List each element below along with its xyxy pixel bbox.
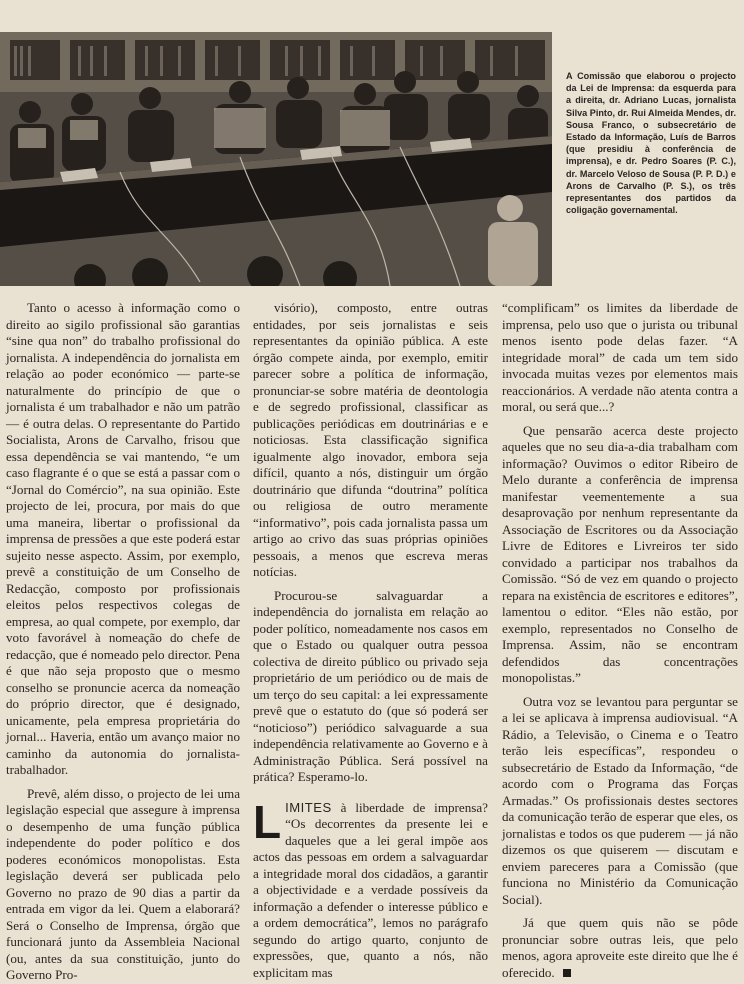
photo-press-conference-icon bbox=[0, 32, 552, 286]
article-paragraph-text: Já que quem quis não se pôde pronunciar sobre outras leis, que pelo menos, agora aproveite este direito que lhe é oferecido. bbox=[502, 915, 738, 980]
drop-cap: L bbox=[253, 795, 282, 848]
article-paragraph: Tanto o acesso à informação como o direito ao sigilo profissional são garantias “sine qua non” do trabalho profissional do jornalista. A independência do jornalista em relação ao poder económico — parte-se naturalmente do princípio de que o jornalista é um trabalhador e não um patrão — é outra delas. O representante do Partido Socialista, Arons de Carvalho, frisou que essa dependência se vai mantendo, “e um caso flagrante é o que se está a passar com o “Jornal do Comércio”, na sua opinião. Este projecto de lei, procura, por mais do que uma maneira, libertar o profissional da imprensa de pressões a que este poderá estar sujeito nesse aspecto. Assim, por exemplo, prevê a constituição de um Conselho de Redacção, composto por profissionais eleitos pelos respectivos colegas de empresa, ao qual compete, por exemplo, dar voto favorável à nomeação do chefe de redacção, que é nomeado pelo director. Pena é que não seja proposto que o mesmo conselho se pronuncie acerca da nomeação do próprio director, que é designado, unicamente, pela empresa proprietária do jornal... Haveria, então um avanço maior no caminho da autonomia do jornalista-trabalhador. bbox=[6, 300, 240, 777]
press-conference-photo bbox=[0, 32, 552, 286]
limites-section bbox=[253, 795, 488, 982]
end-of-article-mark-icon bbox=[563, 969, 571, 977]
article-paragraph: Prevê, além disso, o projecto de lei uma legislação especial que assegure à imprensa o desempenho de uma função pública independente do poder político e dos poderes económicos monopolistas. Esta legislação deverá ser publicada pelo Governo no prazo de 90 dias a partir da entrada em vigor da lei. Quem a elaborará? Será o Conselho de Imprensa, órgão que funcionará junto da Assembleia Nacional (ou, antes da sua constituição, junto do Governo Pro- bbox=[6, 785, 240, 982]
article-paragraph: Que pensarão acerca deste projecto aqueles que no seu dia-a-dia trabalham com informação? Ouvimos o editor Ribeiro de Melo durante a conferência de imprensa manifestar veementemente a sua desaprovação por nenhum representante da Associação de Escritores ou da Associação Livre de Editores e Livreiros ter sido convidado a participar nos trabalhos da Comissão. “Só de vez em quando o projecto repara na existência de escritores e editores”, lamentou o editor. “Eles não estão, por exemplo, representados no Conselho de Imprensa. Assim, não se encontram defendidos das concentrações monopolistas.” bbox=[502, 422, 738, 685]
photo-caption: A Comissão que elaborou o projecto da Lei de Imprensa: da esquerda para a direita, dr. Adriano Lucas, jornalista Silva Pinto, dr. Rui Almeida Mendes, dr. Sousa Franco, o subsecretário de Estado da Informação, Luís de Barros (que presidiu à conferência de imprensa), e dr. Pedro Soares (P. C.), dr. Marcelo Veloso de Sousa (P. P. D.) e Arons de Carvalho (P. S.), os três representantes dos partidos da coligação governamental. bbox=[566, 71, 736, 216]
section-lead-caps: IMITES bbox=[285, 799, 332, 815]
article-paragraph: Outra voz se levantou para perguntar se a lei se aplicava à imprensa audiovisual. “A Rádio, a Televisão, o Cinema e o Teatro terão leis específicas”, respondeu o subsecretário de Estado da Informação, “de acordo com o Programa das Forças Armadas.” Os profissionais destes sectores da comunicação terão de esperar que eles, os jornalistas e todos os que puderem — já não dizemos os que quiserem — discutam e enviem pareceres para a Comissão (que funciona no Ministério da Comunicação Social). bbox=[502, 693, 738, 907]
article-column-1 bbox=[6, 300, 240, 984]
article-column-2 bbox=[253, 300, 488, 981]
article-final-paragraph bbox=[502, 915, 738, 981]
article-paragraph: visório), composto, entre outras entidades, por seis jornalistas e seis representantes da opinião pública. A este órgão compete ainda, por exemplo, emitir parecer sobre a política de informação, pronunciar-se sobre matéria de deontologia e de segredo profissional, classificar as publicações periódicas em doutrinárias e e noticiosas. Esta classificação significa igualmente algo inovador, embora seja difícil, quanto a nós, distinguir um órgão doutrinário que difunda “doutrina” política ou religiosa de outro meramente “informativo”, pois cada jornalista passa um artigo ao crivo das suas próprias opiniões pessoais, a menos que escreva meras notícias. bbox=[253, 300, 488, 579]
article-paragraph: “complificam” os limites da liberdade de imprensa, pelo uso que o jurista ou tribunal menos isento pode delas fazer. “A integridade moral” de cada um tem sido invocada muitas vezes por elementos mais reaccionários. A verdade não atenta contra a moral, ou será que...? bbox=[502, 300, 738, 414]
article-column-3 bbox=[502, 300, 738, 981]
article-paragraph: Procurou-se salvaguardar a independência do jornalista em relação ao poder político, nomeadamente nos casos em que o Estado ou qualquer outra pessoa colectiva de direito público ou privado seja proprietário de um periódico ou de mais de um terço do seu capital: a lei expressamente prevê que o estatuto do (que só poderá ser “noticioso”) periódico salvaguarde a sua independência relativamente ao Governo e à Administração Pública. Será possível na prática? Esperamo-lo. bbox=[253, 587, 488, 784]
section-lead-text: à liberdade de imprensa? “Os decorrentes da presente lei e daqueles que a lei geral impõe aos actos das pessoas em ordem a salvaguardar a integridade moral dos cidadãos, a garantir a objectividade e a verdade possíveis da informação a defender o interesse público e a ordem democrática”, lemos no parágrafo segundo do artigo quarto, conjunto de expressões, que, quanto a nós, não explicitam mas bbox=[253, 799, 488, 980]
